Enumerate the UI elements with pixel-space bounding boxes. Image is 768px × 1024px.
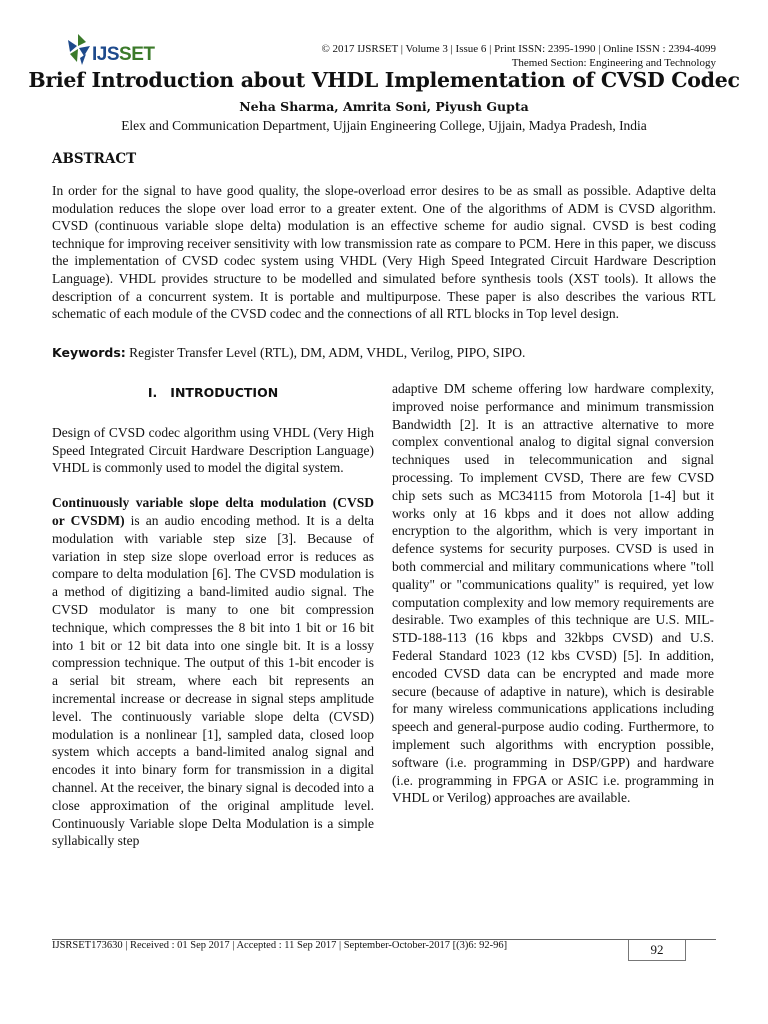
keywords-text: Register Transfer Level (RTL), DM, ADM, VHDL, Verilog, PIPO, SIPO. [125, 345, 526, 360]
page-number: 92 [628, 940, 686, 961]
paper-title: Brief Introduction about VHDL Implementation of CVSD Codec [28, 68, 740, 92]
right-column [392, 380, 714, 807]
leaf-logo-icon [64, 32, 92, 66]
abstract-text: In order for the signal to have good quality, the slope-overload error desires to be as small as possible. Adaptive delta modulation reduces the slope over load error to a greater extent. One of the algorithms of ADM is CVSD algorithm. CVSD (continuous variable slope delta) modulation is an effective scheme for audio signal. CVSD is best coding technique for improving receiver sensitivity with low transmission rate as compare to PCM. Here in this paper, we discuss the implementation of CVSD codec system using VHDL (Very High Speed Integrated Circuit Hardware Description Language). VHDL provides structure to be modelled and simulated before synthesis tools (XST tools). It allows the description of a concurrent system. It is portable and multipurpose. These paper is also describes the various RTL schematic of each module of the CVSD codec and the connections of all RTL blocks in Top level design. [52, 183, 716, 322]
abstract-heading: ABSTRACT [52, 151, 137, 167]
themed-section: Themed Section: Engineering and Technology [511, 57, 716, 69]
intro-paragraph-1: Design of CVSD codec algorithm using VHDL (Very High Speed Integrated Circuit Hardware Description Language) VHDL is commonly used to model the digital system. [52, 424, 374, 476]
journal-logo [62, 32, 172, 70]
journal-info [321, 42, 716, 70]
section-heading-introduction: I. INTRODUCTION [147, 385, 279, 400]
cvsd-term: Continuously variable slope delta modulation (CVSD or CVSDM) [52, 495, 374, 528]
paper-affiliation: Elex and Communication Department, Ujjain Engineering College, Ujjain, Madya Pradesh, India [121, 118, 647, 133]
footer-citation: IJSRSET173630 | Received : 01 Sep 2017 | Accepted : 11 Sep 2017 | September-October-2017 [(3)6: 92-96] [52, 940, 508, 951]
logo-text: IJSSET [92, 44, 155, 65]
keywords-label: Keywords: [52, 345, 126, 360]
intro-paragraph-2 [52, 494, 374, 850]
keywords [52, 344, 716, 362]
intro-paragraph-2-text: is an audio encoding method. It is a delta modulation with variable step size [3]. Because of variation in step size slope overload error is reduces as compare to delta modulation [6]. The CVSD modulation is a method of digitizing a band-limited audio signal. The CVSD modulator is many to one bit compression technique, which compresses the 8 bit into 1 bit or 16 bit into 1 bit or 12 bit data into one single bit. It is a lossy compression technique. The output of this 1-bit encoder is a serial bit stream, where each bit represents an incremental increase or decrease in signal steps amplitude level. The continuously variable slope delta (CVSD) modulation is a nonlinear [1], sampled data, closed loop system which accepts a band-limited analog signal and encodes it into binary form for transmission in a digital channel. At the receiver, the binary signal is decoded into a close approximation of the original amplitude level. Continuously Variable slope Delta Modulation is a simple syllabically step [52, 512, 374, 849]
intro-paragraph-continued: adaptive DM scheme offering low hardware complexity, improved noise performance and minimum transmission Bandwidth [2]. It is an attractive alternative to more complex conventional analog to digital signal conversion techniques used in telecommunication and signal processing. To implement CVSD, There are few CVSD chip sets such as MC34115 from Motorola [1-4] but it works only at 16 kbps and it does not allow adding encryption to the algorithm, which is very important in defence systems for security purposes. CVSD is used in both commercial and military communications where "toll quality" or "communications quality" is required, yet low computation complexity and low memory requirements are desirable. Two examples of this technique are U.S. MIL-STD-188-113 (16 kbps and 32kbps CVSD) and U.S. Federal Standard 1023 (12 kbs CVSD) [5]. In addition, encoded CVSD data can be encrypted and made more secure (because of adaptive in nature), which is desirable for many wireless communications applications including speech and general-purpose audio coding. Furthermore, to implement such algorithms with encryption possible, software (i.e. programming in DSP/GPP) and hardware (i.e. programming in FPGA or ASIC i.e. programming in VHDL or Verilog) approaches are available. [392, 381, 714, 806]
left-column [52, 380, 374, 850]
paper-authors: Neha Sharma, Amrita Soni, Piyush Gupta [239, 99, 529, 114]
journal-issn-line: © 2017 IJSRSET | Volume 3 | Issue 6 | Print ISSN: 2395-1990 | Online ISSN : 2394-4099 [321, 43, 716, 55]
